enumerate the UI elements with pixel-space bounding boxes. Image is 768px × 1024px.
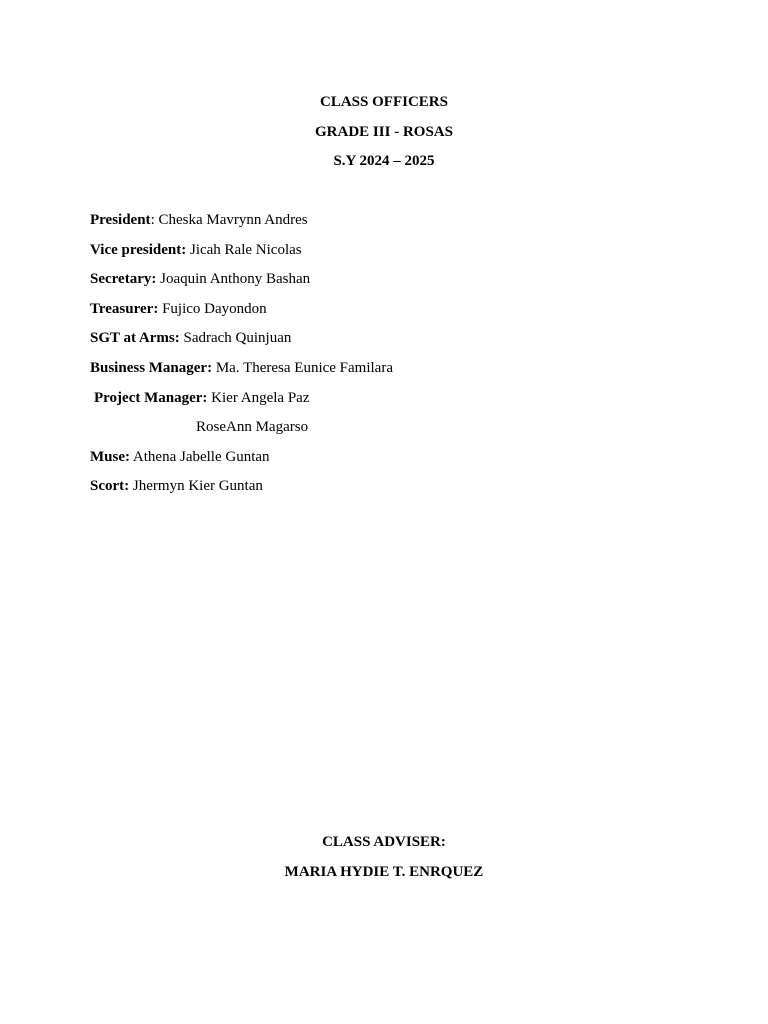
document-title: CLASS OFFICERS: [320, 94, 448, 110]
officer-name: Cheska Mavrynn Andres: [158, 212, 308, 228]
school-year: S.Y 2024 – 2025: [333, 153, 435, 170]
role-label: Project Manager:: [94, 389, 208, 406]
officer-scort: [90, 475, 690, 505]
class-adviser-block: [0, 831, 768, 890]
adviser-name: MARIA HYDIE T. ENRQUEZ: [284, 863, 484, 880]
officer-business-manager: [90, 357, 690, 387]
officer-name: Sadrach Quinjuan: [179, 330, 292, 347]
role-separator: :: [150, 212, 159, 228]
officer-name: Kier Angela Paz: [207, 389, 310, 406]
document-header: [0, 91, 768, 180]
officer-name: RoseAnn Magarso: [196, 419, 309, 436]
role-label: Scort:: [90, 478, 130, 495]
officer-name: Joaquin Anthony Bashan: [156, 271, 311, 288]
officer-name: Jicah Rale Nicolas: [186, 241, 302, 258]
officer-project-manager: [90, 387, 690, 417]
officer-name: Ma. Theresa Eunice Familara: [212, 359, 393, 376]
role-label: Business Manager:: [90, 359, 213, 376]
role-label: President: [90, 212, 151, 228]
role-label: Treasurer:: [90, 300, 159, 317]
officer-name: Fujico Dayondon: [158, 300, 267, 317]
officer-secretary: [90, 268, 690, 298]
officer-name: Jhermyn Kier Guntan: [129, 478, 263, 495]
officer-project-manager-second: [90, 416, 690, 446]
officer-sgt-at-arms: [90, 327, 690, 357]
officer-president: [90, 209, 690, 239]
officers-list: [90, 209, 690, 505]
officer-treasurer: [90, 298, 690, 328]
role-label: Vice president:: [90, 241, 187, 258]
officer-muse: [90, 446, 690, 476]
officer-name: Athena Jabelle Guntan: [130, 448, 270, 465]
role-label: Secretary:: [90, 271, 157, 288]
adviser-label: CLASS ADVISER:: [322, 834, 446, 850]
grade-section: GRADE III - ROSAS: [315, 123, 453, 140]
role-label: Muse:: [90, 448, 130, 465]
role-label: SGT at Arms:: [90, 330, 180, 347]
officer-vice-president: [90, 239, 690, 269]
